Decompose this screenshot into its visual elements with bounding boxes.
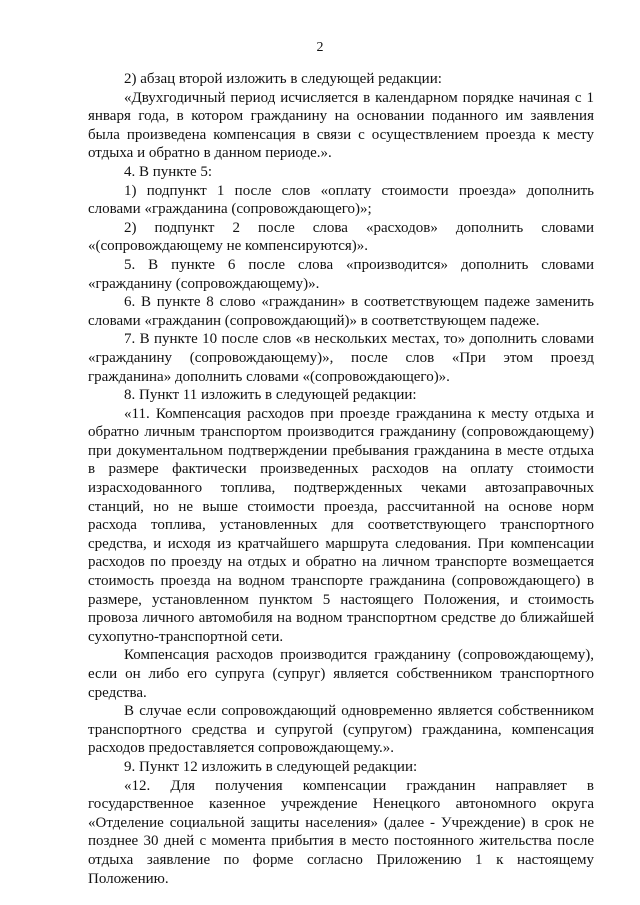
paragraph: 4. В пункте 5: bbox=[124, 163, 213, 180]
paragraph: 6. В пункте 8 слово «гражданин» в соответствующем падеже заменить словами «гражданин (сопровождающий)» в соответствующем падеже. bbox=[88, 294, 594, 329]
paragraph: «12. Для получения компенсации гражданин направляет в государственное казенное учреждение Ненецкого автономного округа «Отделение социальной защиты населения» (далее - Учреждение) в срок не позднее 30 дней с момента прибытия в место постоянного жительства после отдыха заявление по форме согласно Приложению 1 к настоящему Положению. bbox=[88, 777, 594, 887]
page-number: 2 bbox=[316, 40, 324, 55]
paragraph: Компенсация расходов производится гражданину (сопровождающему), если он либо его супруга (супруг) является собственником транспортного средства. bbox=[88, 647, 594, 701]
paragraph: 7. В пункте 10 после слов «в нескольких местах, то» дополнить словами «гражданину (сопровождающему)», после слов «При этом проезд гражданина» дополнить словами «(сопровождающего)». bbox=[88, 331, 594, 385]
paragraph: 8. Пункт 11 изложить в следующей редакции: bbox=[124, 387, 417, 404]
paragraph: 5. В пункте 6 после слова «производится» дополнить словами «гражданину (сопровождающему)». bbox=[88, 256, 594, 292]
paragraph: «11. Компенсация расходов при проезде гражданина к месту отдыха и обратно личным транспортом производится гражданину (сопровождающему) при документальном подтверждении пребывания гражданина в месте отдыха в размере фактически произведенных расходов на оплату стоимости израсходованного топлива, подтвержденных чеками автозаправочных станций, но не выше стоимости проезда, рассчитанной на основе норм расхода топлива, установленных для соответствующего транспортного средства, и исходя из кратчайшего маршрута следования. При компенсации расходов по проезду на отдых и обратно на личном транспорте возмещается стоимость проезда на водном транспорте гражданина (сопровождающего) в размере, установленном пунктом 5 настоящего Положения, и стоимость провоза личного автомобиля на водном транспортном средстве до ближайшей сухопутно-транспортной сети. bbox=[88, 405, 594, 645]
paragraph: 2) абзац второй изложить в следующей редакции: bbox=[124, 71, 442, 87]
paragraph: 9. Пункт 12 изложить в следующей редакции: bbox=[124, 758, 418, 775]
paragraph: В случае если сопровождающий одновременно является собственником транспортного средства и супругой (супругом) гражданина, компенсация расходов предоставляется сопровождающему.». bbox=[88, 703, 594, 757]
paragraph: 2) подпункт 2 после слова «расходов» дополнить словами «(сопровождающему не компенсируются)». bbox=[88, 219, 594, 255]
paragraph: 1) подпункт 1 после слов «оплату стоимости проезда» дополнить словами «гражданина (сопровождающего)»; bbox=[88, 182, 594, 218]
document-body bbox=[88, 70, 594, 888]
paragraph: «Двухгодичный период исчисляется в календарном порядке начиная с 1 января года, в котором гражданину на основании поданного им заявления была произведена компенсация в связи с осуществлением проезда к месту отдыха и обратно в данном периоде.». bbox=[88, 89, 594, 162]
